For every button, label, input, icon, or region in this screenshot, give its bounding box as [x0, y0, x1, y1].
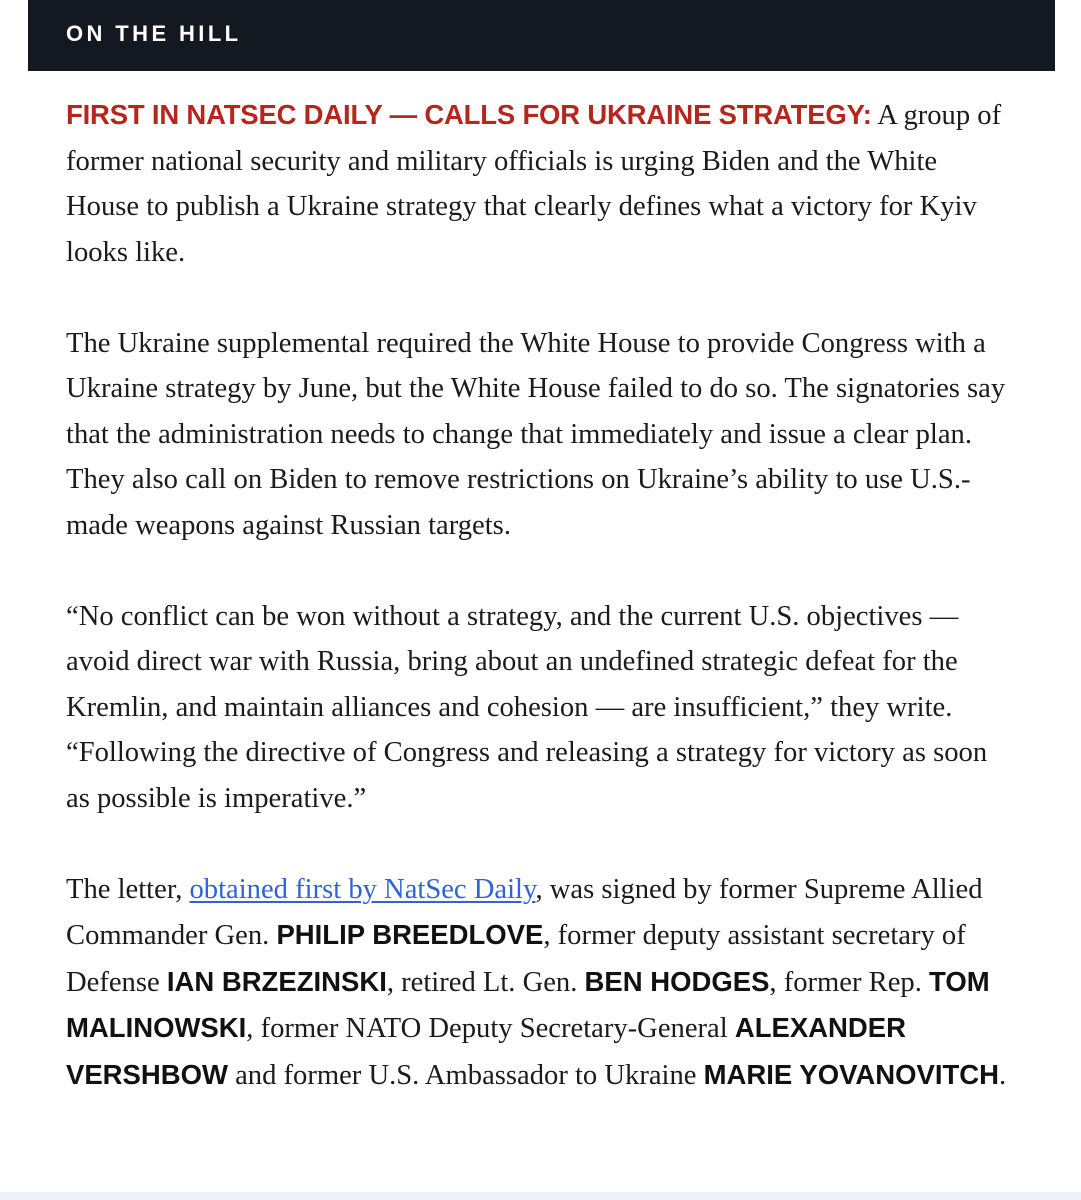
text-segment: . — [999, 1059, 1007, 1091]
bottom-edge — [0, 1192, 1081, 1200]
signatory-name: ALEXANDER VERSHBOW — [66, 1012, 906, 1090]
paragraph-quote: “No conflict can be won without a strategy, and the current U.S. objectives — avoid direct war with Russia, bring about an undefined strategic defeat for the Kremlin, and maintain alliances and cohesion — are insufficient,” they write. “Following the directive of Congress and releasing a strategy for victory as soon as possible is imperative.” — [66, 600, 988, 814]
signatory-name: TOM MALINOWSKI — [66, 965, 990, 1043]
paragraph-intro — [66, 92, 1016, 275]
text-segment: , former Rep. — [769, 966, 930, 998]
text-segment: , retired Lt. Gen. — [386, 966, 585, 998]
article-body — [66, 92, 1016, 1144]
text-segment: , former NATO Deputy Secretary-General — [246, 1013, 735, 1044]
obtained-first-link[interactable]: obtained first by NatSec Daily — [189, 873, 536, 905]
text-segment: The letter, — [66, 873, 190, 905]
section-title: ON THE HILL — [66, 21, 242, 46]
text-segment: , former deputy assistant secretary of Defense — [66, 920, 966, 998]
left-margin — [0, 0, 28, 1200]
section-header — [28, 0, 1055, 71]
paragraph-intro-text: A group of former national security and military officials is urging Biden and the White House to publish a Ukraine strategy that clearly defines what a victory for Kyiv looks like. — [66, 100, 1002, 268]
signatory-name: BEN HODGES — [584, 965, 770, 997]
signatory-name: IAN BRZEZINSKI — [166, 965, 387, 997]
right-margin — [1055, 0, 1081, 1200]
paragraph-supplemental: The Ukraine supplemental required the White House to provide Congress with a Ukraine strategy by June, but the White House failed to do so. The signatories say that the administration needs to change that immediately and issue a clear plan. They also call on Biden to remove restrictions on Ukraine’s ability to use U.S.-made weapons against Russian targets. — [66, 327, 1006, 541]
text-segment: and former U.S. Ambassador to Ukraine — [227, 1059, 704, 1091]
signatory-name: MARIE YOVANOVITCH — [703, 1058, 1000, 1090]
signatory-name: PHILIP BREEDLOVE — [276, 919, 544, 950]
paragraph-signatories — [66, 867, 1016, 1099]
kicker-headline: FIRST IN NATSEC DAILY — CALLS FOR UKRAINE STRATEGY: — [66, 99, 872, 130]
text-segment: , was signed by former Supreme Allied Commander Gen. — [66, 873, 983, 951]
